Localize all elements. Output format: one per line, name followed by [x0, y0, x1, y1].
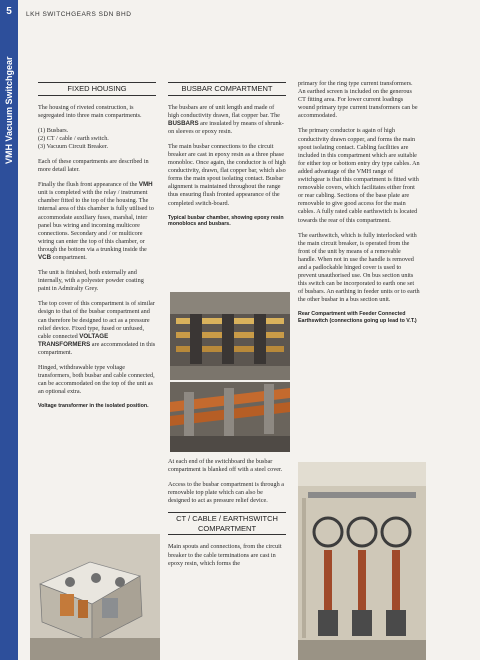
- rear-compartment-photo: [298, 462, 426, 660]
- busbar-monobloc-photo: [170, 292, 290, 380]
- page-number: 5: [6, 6, 12, 17]
- side-title: VMH Vacuum Switchgear: [4, 56, 14, 164]
- list-item: (1) Busbars.: [38, 126, 69, 134]
- paragraph: Hinged, withdrawable type voltage transformers, both busbar and cable connected, can be accommodated on the top of the unit as an optional extra.: [38, 364, 155, 396]
- list-item: (2) CT / cable / earth switch.: [38, 134, 109, 142]
- list-item: (3) Vacuum Circuit Breaker.: [38, 142, 108, 150]
- paragraph: primary for the ring type current transformers. An earthed screen is included on the generous CT fitting area. For lower current loadings wound primary type current transformers can be accommodated.: [298, 80, 418, 120]
- rear-compartment-caption: Rear Compartment with Feeder Connected Earthswitch (connections going up lead to V.T.): [298, 311, 417, 324]
- paragraph: The earthswitch, which is fully interlocked with the main circuit breaker, is operated from the front of the unit by means of a removable handle. When not in use the handle is removed and a padlockable hinged cover is used to prevent unauthorised use. On bus section units this switch can be incorporated to earth one set of busbars. An earthing in feeder units or to earth the other busbar in a bus section unit.: [298, 231, 420, 304]
- voltage-transformer-photo: [30, 534, 160, 660]
- column-fixed-housing: [38, 82, 156, 410]
- busbar-chamber-photo: [170, 382, 290, 452]
- busbar-caption: Typical busbar chamber, showing epoxy resin monoblocs and busbars.: [168, 214, 284, 228]
- sidebar-band: [0, 0, 18, 660]
- paragraph: The housing of riveted construction, is segregated into three main compartments.: [38, 103, 142, 119]
- paragraph: The main busbar connections to the circuit breaker are cast in epoxy resin as a three phase monobloc. Once again, the conductor is of high conductivity, drawn, flat copper bar, which also forms the main spout isolating contact. Busbar alignment is maintained throughout the range thus ensuring flush fronted appearance of the completed switch-board.: [168, 142, 286, 207]
- heading-ct-cable-earthswitch: CT / CABLE / EARTHSWITCH COMPARTMENT: [168, 512, 286, 535]
- paragraph: Access to the busbar compartment is through a removable top plate which can also be designed to act as pressure relief device.: [168, 481, 284, 505]
- heading-fixed-housing: FIXED HOUSING: [38, 82, 156, 96]
- paragraph: The unit is finished, both externally and internally, with a polyester powder coating paint in Admiralty Grey.: [38, 269, 144, 293]
- compartment-list: [38, 127, 156, 151]
- paragraph: The busbars are of unit length and made of high conductivity drawn, flat copper bar. The BUSBARS are insulated by means of shrunk-on sleeves or epoxy resin.: [168, 103, 284, 135]
- column-busbar: [168, 82, 286, 228]
- vt-caption: Voltage transformer in the isolated position.: [38, 403, 149, 410]
- heading-busbar-compartment: BUSBAR COMPARTMENT: [168, 82, 286, 96]
- column-busbar-lower: [168, 458, 286, 575]
- paragraph: At each end of the switchboard the busbar compartment is blanked off with a steel cover.: [168, 458, 283, 474]
- paragraph: The primary conductor is again of high conductivity drawn copper, and forms the main spout isolating contact. Cabling facilities are included in this compartment which are suitable for either top or bottom entry dry type cables. An added advantage of the VMH range of switchgear is that this compartment is fitted with removable covers, which facilitates either front or rear cabling. Sections of the base plate are removable to give good access for the main cables. A fully rated cable earthswitch is located towards the rear of this compartment.: [298, 127, 420, 224]
- paragraph: Each of these compartments are described in more detail later.: [38, 157, 149, 174]
- paragraph: Finally the flush front appearance of the VMH unit is completed with the relay / instrument chamber fitted to the top of the housing. The internal area of this chamber is fully utilised to accommodate auxiliary fuses, marshal, inter panel bus wiring and incoming multicore connections. Secondary and / or multicore wiring can enter the top of this chamber, or through the bottom via a trunking inside the VCB compartment.: [38, 181, 154, 261]
- column-ct-cable: [298, 80, 420, 324]
- paragraph: Main spouts and connections, from the circuit breaker to the cable terminations are cast in epoxy resin, which forms the: [168, 543, 282, 567]
- company-name: LKH SWITCHGEARS SDN BHD: [26, 11, 132, 18]
- paragraph: The top cover of this compartment is of similar design to that of the busbar compartment and can therefore be designed to act as a pressure relief device. Fixed type, fused or unfused, cable connected VOLTAGE TRANSFORMERS are accommodated in this compartment.: [38, 300, 156, 356]
